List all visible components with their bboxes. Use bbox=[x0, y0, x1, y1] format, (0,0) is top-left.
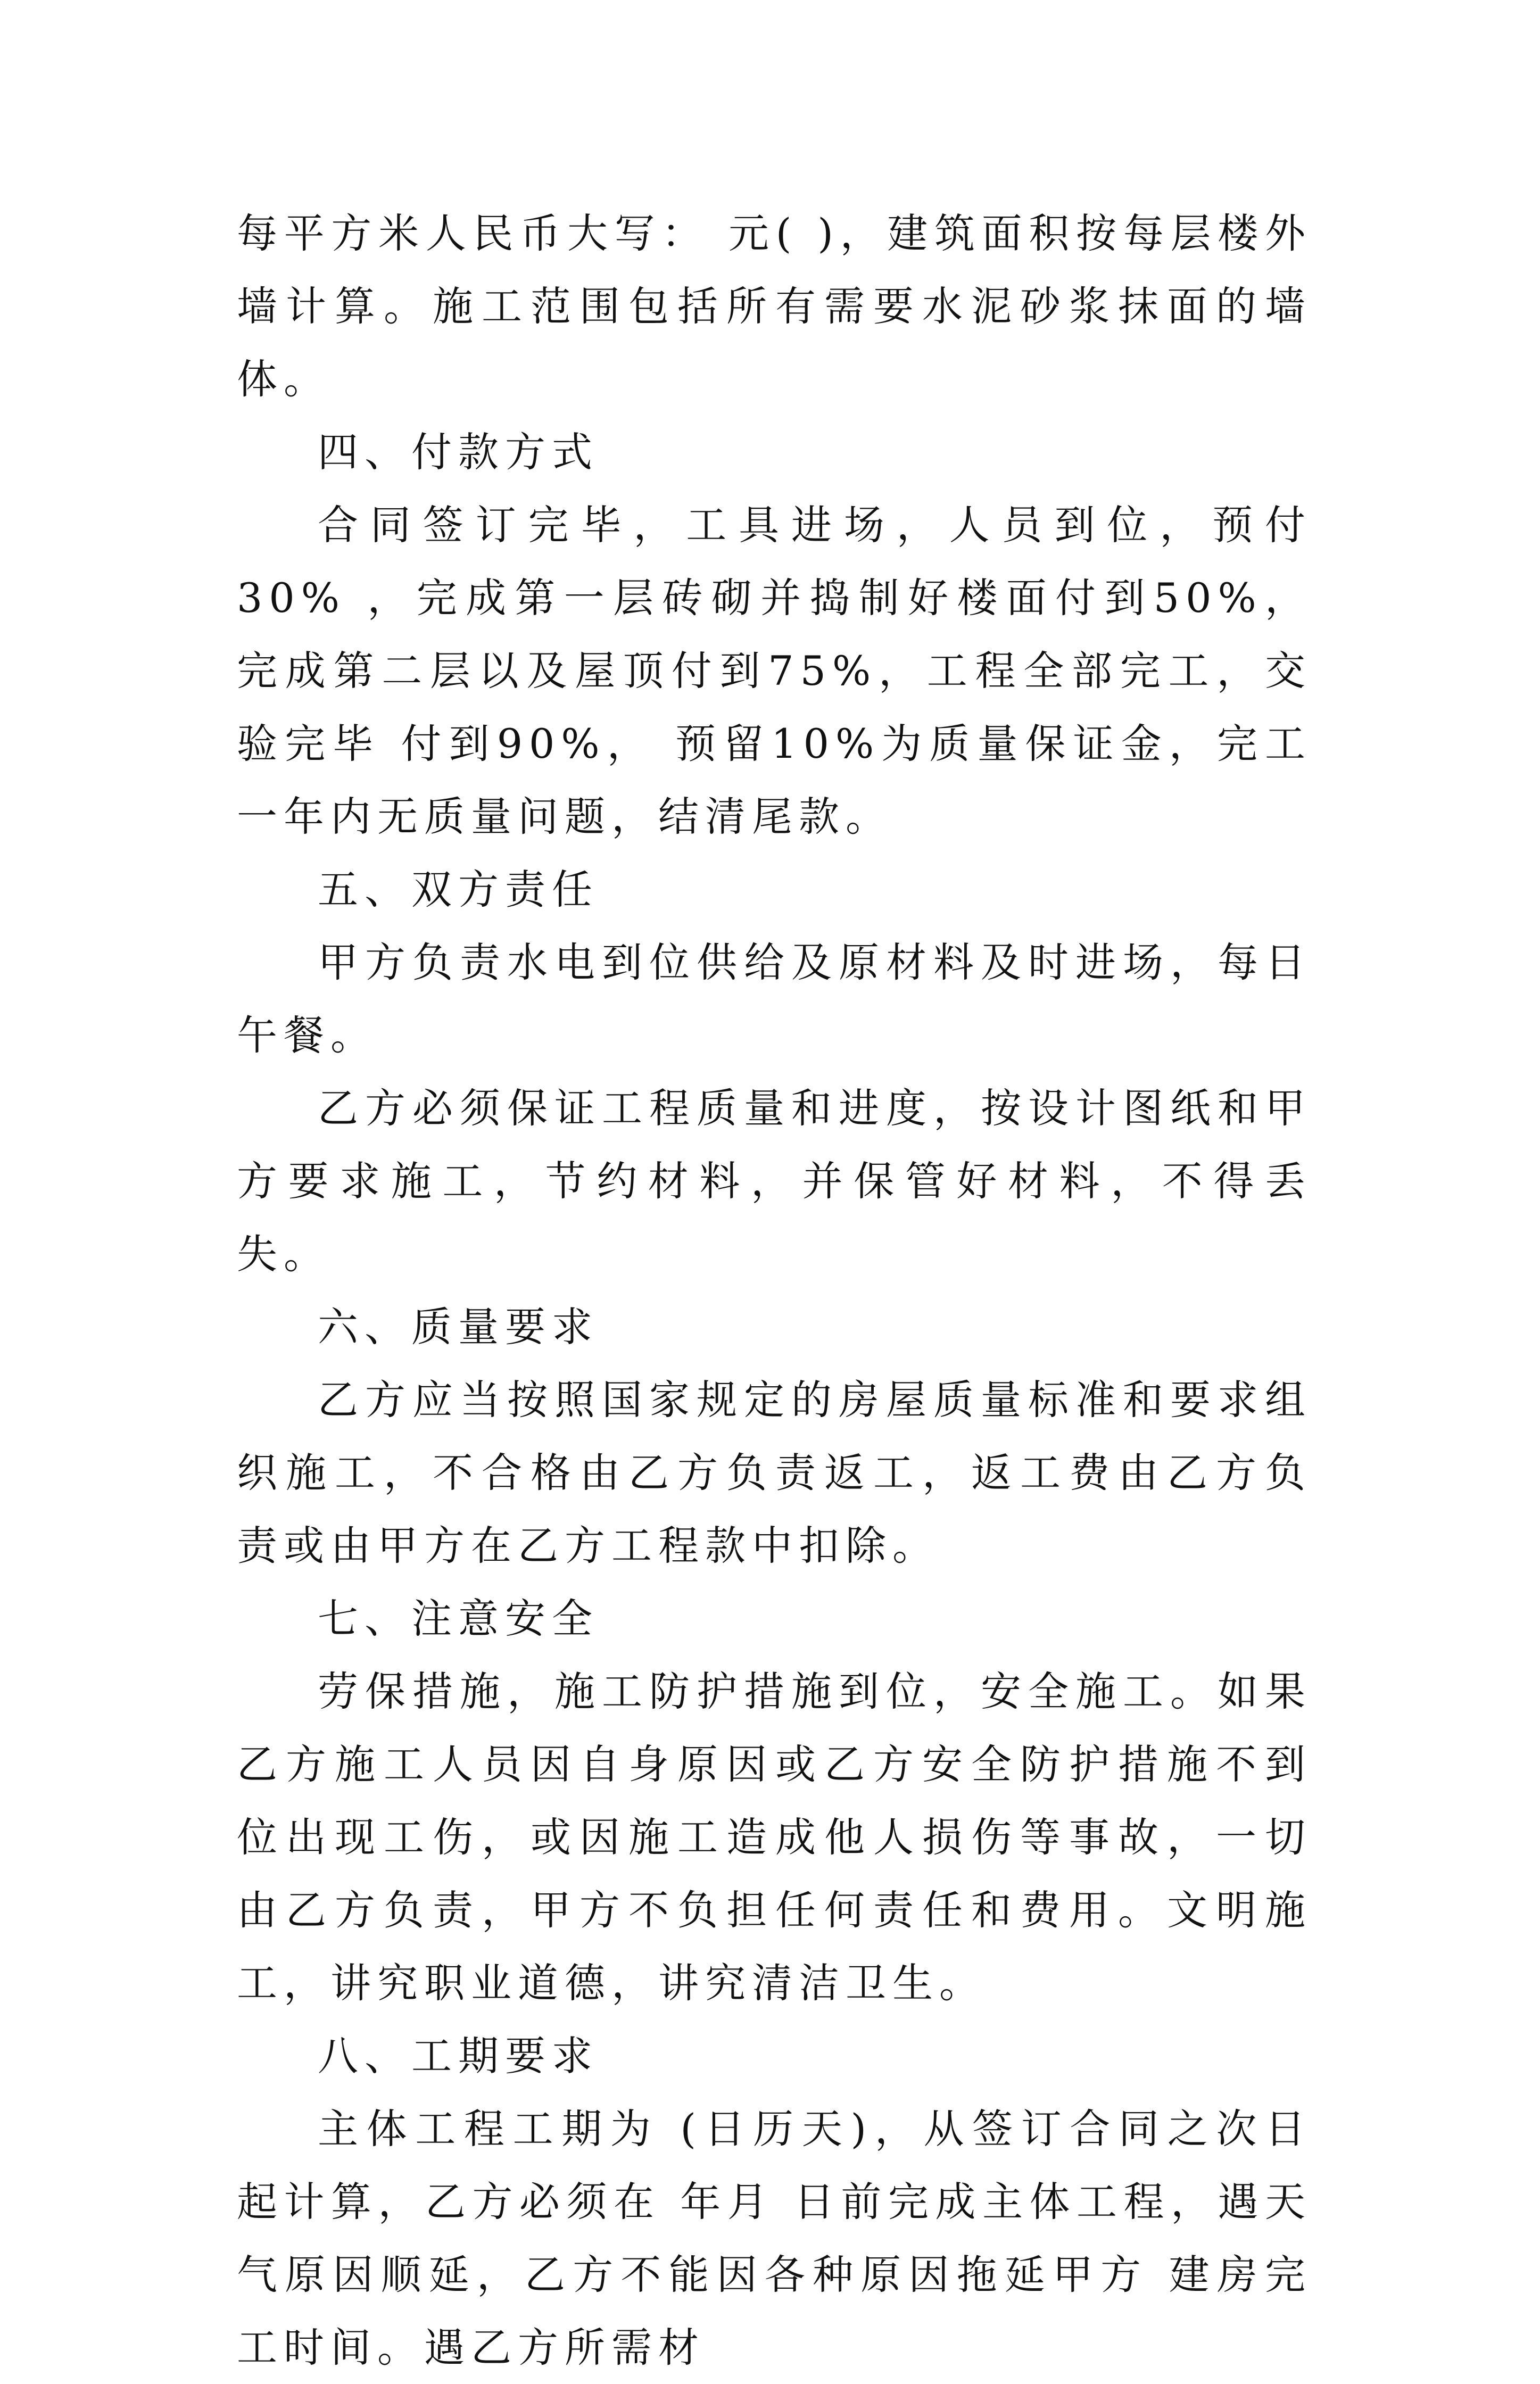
paragraph-payment-terms: 合同签订完毕，工具进场，人员到位，预付30% ，完成第一层砖砌并捣制好楼面付到50%，完成第二层以及屋顶付到75%，工程全部完工，交验完毕 付到90%， 预留10%为质量保证金，完工一年内无质量问题，结清尾款。 bbox=[237, 501, 1312, 840]
heading-schedule: 八、工期要求 bbox=[318, 2032, 599, 2080]
heading-responsibilities: 五、双方责任 bbox=[318, 866, 599, 913]
paragraph-party-b-duties: 乙方必须保证工程质量和进度，按设计图纸和甲方要求施工，节约材料，并保管好材料，不得丢失。 bbox=[237, 1085, 1312, 1278]
document-body bbox=[237, 197, 1312, 2384]
paragraph-schedule-terms: 主体工程工期为 (日历天)，从签订合同之次日起计算，乙方必须在 年月 日前完成主体工程，遇天气原因顺延，乙方不能因各种原因拖延甲方 建房完工时间。遇乙方所需材 bbox=[237, 2105, 1312, 2371]
paragraph-quality-terms: 乙方应当按照国家规定的房屋质量标准和要求组织施工，不合格由乙方负责返工，返工费由乙方负责或由甲方在乙方工程款中扣除。 bbox=[237, 1376, 1312, 1569]
heading-safety: 七、注意安全 bbox=[318, 1595, 599, 1642]
paragraph-price-area: 每平方米人民币大写： 元( )，建筑面积按每层楼外墙计算。施工范围包括所有需要水泥砂浆抹面的墙体。 bbox=[237, 210, 1312, 403]
paragraph-safety-terms: 劳保措施，施工防护措施到位，安全施工。如果乙方施工人员因自身原因或乙方安全防护措施不到位出现工伤，或因施工造成他人损伤等事故，一切由乙方负责，甲方不负担任何责任和费用。文明施工，讲究职业道德，讲究清洁卫生。 bbox=[237, 1668, 1312, 2007]
heading-payment-method: 四、付款方式 bbox=[318, 428, 599, 476]
paragraph-party-a-duties: 甲方负责水电到位供给及原材料及时进场，每日午餐。 bbox=[237, 939, 1312, 1059]
heading-quality: 六、质量要求 bbox=[318, 1303, 599, 1351]
